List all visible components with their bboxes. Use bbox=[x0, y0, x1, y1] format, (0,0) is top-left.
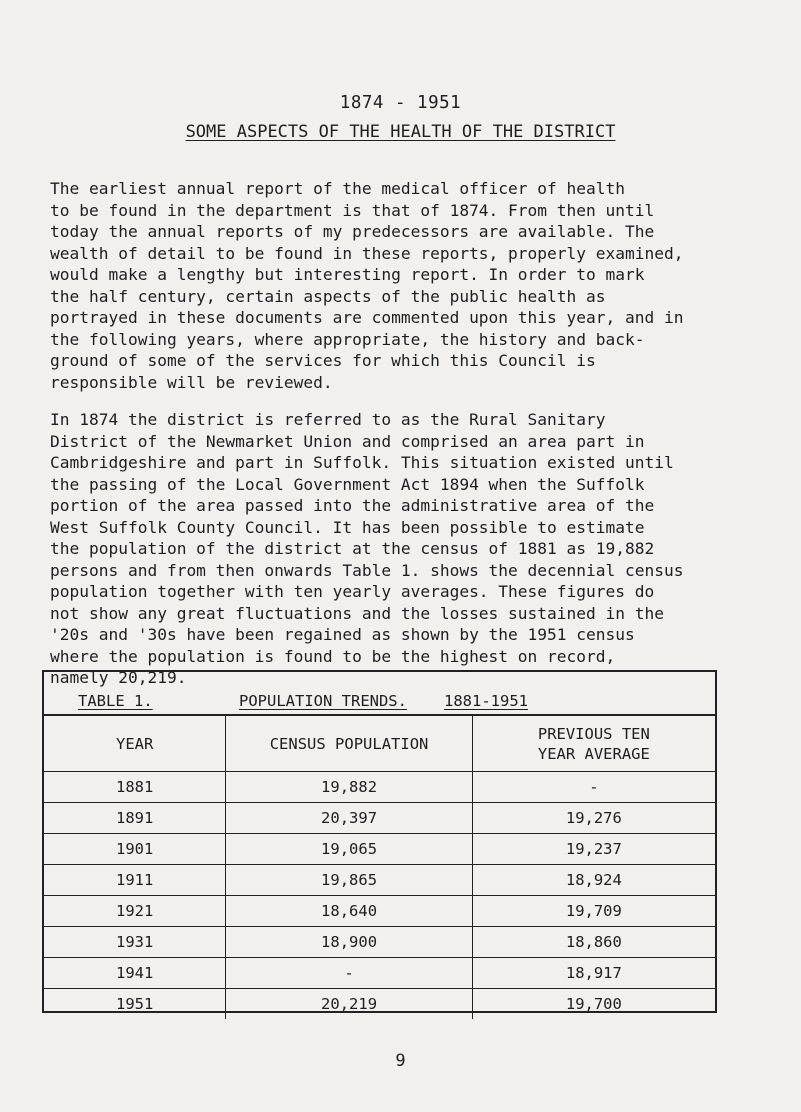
cell-year: 1931 bbox=[44, 927, 226, 958]
cell-average: - bbox=[472, 772, 715, 803]
column-header-year: YEAR bbox=[44, 716, 226, 772]
paragraph-introduction: The earliest annual report of the medical officer of health to be found in the department is that of 1874. From then until today the annual reports of my predecessors are available. The wealth of detail to be found in these reports, properly examined, would make a lengthy but interesting report. In order to mark the half century, certain aspects of the public health as portrayed in these documents are commented upon this year, and in the following years, where appropriate, the history and back- ground of some of the services for which this Council is responsible will be reviewed. bbox=[50, 179, 684, 392]
table-row bbox=[44, 803, 715, 834]
population-data-table bbox=[44, 716, 715, 1019]
page-number: 9 bbox=[395, 1051, 406, 1071]
cell-census: 20,397 bbox=[226, 803, 472, 834]
cell-average: 19,276 bbox=[472, 803, 715, 834]
table-row bbox=[44, 896, 715, 927]
cell-year: 1911 bbox=[44, 865, 226, 896]
cell-year: 1951 bbox=[44, 989, 226, 1020]
cell-census: 18,640 bbox=[226, 896, 472, 927]
table-label: TABLE 1. bbox=[78, 692, 153, 710]
table-year-range: 1881-1951 bbox=[444, 692, 528, 710]
table-row bbox=[44, 958, 715, 989]
table-caption bbox=[44, 672, 715, 716]
cell-average: 19,709 bbox=[472, 896, 715, 927]
cell-census: 20,219 bbox=[226, 989, 472, 1020]
table-row bbox=[44, 989, 715, 1020]
table-row bbox=[44, 772, 715, 803]
page-title: SOME ASPECTS OF THE HEALTH OF THE DISTRICT bbox=[185, 122, 616, 142]
cell-average: 19,700 bbox=[472, 989, 715, 1020]
cell-year: 1881 bbox=[44, 772, 226, 803]
report-years: 1874 - 1951 bbox=[339, 93, 462, 113]
cell-average: 18,924 bbox=[472, 865, 715, 896]
cell-year: 1891 bbox=[44, 803, 226, 834]
population-table bbox=[42, 670, 717, 1013]
table-title: POPULATION TRENDS. bbox=[239, 692, 407, 710]
paragraph-district-history: In 1874 the district is referred to as the Rural Sanitary District of the Newmarket Union and comprised an area part in Cambridgeshire and part in Suffolk. This situation existed until the passing of the Local Government Act 1894 when the Suffolk portion of the area passed into the administrative area of the West Suffolk County Council. It has been possible to estimate the population of the district at the census of 1881 as 19,882 persons and from then onwards Table 1. shows the decennial census population together with ten yearly averages. These figures do not show any great fluctuations and the losses sustained in the '20s and '30s have been regained as shown by the 1951 census where the population is found to be the highest on record, namely 20,219. bbox=[50, 410, 684, 687]
cell-census: 19,065 bbox=[226, 834, 472, 865]
column-header-average-line2: YEAR AVERAGE bbox=[537, 744, 650, 763]
table-header-row bbox=[44, 716, 715, 772]
cell-year: 1941 bbox=[44, 958, 226, 989]
table-row bbox=[44, 927, 715, 958]
table-row bbox=[44, 865, 715, 896]
cell-average: 18,860 bbox=[472, 927, 715, 958]
table-row bbox=[44, 834, 715, 865]
cell-average: 19,237 bbox=[472, 834, 715, 865]
cell-year: 1901 bbox=[44, 834, 226, 865]
cell-census: 18,900 bbox=[226, 927, 472, 958]
column-header-census: CENSUS POPULATION bbox=[226, 716, 472, 772]
cell-average: 18,917 bbox=[472, 958, 715, 989]
column-header-average-line1: PREVIOUS TEN bbox=[537, 724, 650, 743]
cell-census: 19,882 bbox=[226, 772, 472, 803]
cell-year: 1921 bbox=[44, 896, 226, 927]
column-header-average bbox=[472, 716, 715, 772]
cell-census: - bbox=[226, 958, 472, 989]
cell-census: 19,865 bbox=[226, 865, 472, 896]
